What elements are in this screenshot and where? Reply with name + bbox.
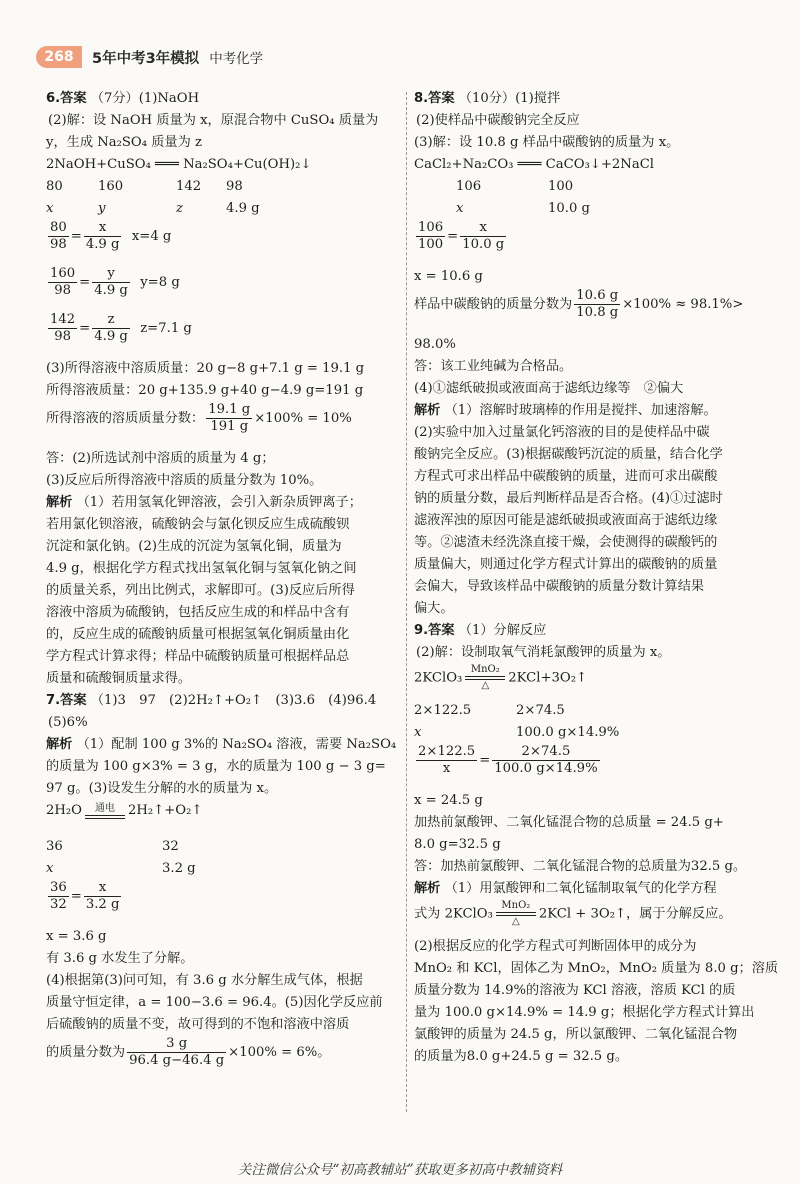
text-line: 质量偏大，则通过化学方程式计算出的碳酸钠的质量 (414, 557, 718, 572)
text-line: (2)使样品中碳酸钠完全反应 (416, 113, 580, 128)
text-line: 滤液浑浊的原因可能是滤纸破损或液面高于滤纸边缘 (414, 513, 718, 528)
text-line: (2)解：设制取氧气消耗氯酸钾的质量为 x。 (416, 645, 671, 660)
text-line: (5)6% (48, 715, 88, 730)
analysis: 解析 （1）用氯酸钾和二氧化锰制取氧气的化学方程 (414, 881, 717, 896)
text-line: 98.0% (414, 337, 456, 352)
text-line: 8.0 g=32.5 g (414, 837, 501, 852)
text-line: x = 24.5 g (414, 793, 483, 808)
text-line: (2)根据反应的化学方程式可判断固体甲的成分为 (414, 939, 697, 954)
text-line: 质量守恒定律，a = 100−3.6 = 96.4。(5)因化学反应前 (46, 995, 383, 1010)
var-row: x 10.0 g (456, 201, 590, 216)
q7-answer: 7.答案 （1)3 97 (2)2H₂↑+O₂↑ (3)3.6 (4)96.4 (46, 693, 377, 708)
mass-row: 80 160 142 98 (46, 179, 243, 194)
text-line: y，生成 Na₂SO₄ 质量为 z (46, 135, 202, 150)
text-line: 钠的质量分数，最后判断样品是否合格。(4)①过滤时 (414, 491, 723, 506)
q8-answer: 8.答案 （10分）(1)搅拌 (414, 91, 561, 106)
page-number: 268 (36, 46, 82, 68)
text-line: 的质量为8.0 g+24.5 g = 32.5 g。 (414, 1049, 629, 1064)
text-line: 若用氯化钡溶液，硫酸钠会与氯化钡反应生成硫酸钡 (46, 517, 350, 532)
text-line: 氯酸钾的质量为 24.5 g，所以氯酸钾、二氧化锰混合物 (414, 1027, 738, 1042)
proportion: $\frac{36}{32}$ = $\frac{x}{3.2 g}$ (50, 880, 120, 912)
text-line: 学方程式计算求得；样品中硫酸钠质量可根据样品总 (46, 649, 350, 664)
page-header (36, 46, 764, 70)
text-line: 4.9 g，根据化学方程式找出氢氧化铜与氢氧化钠之间 (46, 561, 357, 576)
text-line: 质量分数为 14.9%的溶液为 KCl 溶液，溶质 KCl 的质 (414, 983, 736, 998)
q6-answer: 6.答案 （7分）(1)NaOH (46, 91, 200, 106)
text-line: 的质量为 100 g×3% = 3 g，水的质量为 100 g − 3 g= (46, 759, 386, 774)
equation: 2NaOH+CuSO₄ ═══ Na₂SO₄+Cu(OH)₂↓ (46, 157, 312, 172)
var-row: x 3.2 g (46, 861, 196, 876)
text-line: (2)实验中加入过量氯化钙溶液的目的是使样品中碳 (414, 425, 710, 440)
text-line: 偏大。 (414, 601, 454, 616)
text-line: 溶液中溶质为硫酸钠，包括反应生成的和样品中含有 (46, 605, 350, 620)
text-line: 会偏大，导致该样品中碳酸钠的质量分数计算结果 (414, 579, 705, 594)
mass-row: 106 100 (456, 179, 574, 194)
text-line: (4)①滤纸破损或液面高于滤纸边缘等 ②偏大 (414, 381, 684, 396)
text-line: (3)所得溶液中溶质质量：20 g−8 g+7.1 g = 19.1 g (46, 361, 365, 376)
fraction-line: 的质量分数为 $\frac{3 g}{96.4 g-46.4 g}$ ×100% = 6%。 (46, 1036, 331, 1068)
proportion: $\frac{142}{98}$ = $\frac{z}{4.9 g}$ z=7.1 g (50, 312, 192, 344)
text-line: 加热前氯酸钾、二氧化锰混合物的总质量 = 24.5 g+ (414, 815, 724, 830)
text-line: 量为 100.0 g×14.9% = 14.9 g；根据化学方程式计算出 (414, 1005, 755, 1020)
text-line: 等。②滤渣未经洗涤直接干燥，会使测得的碳酸钙的 (414, 535, 718, 550)
text-line: 酸钠完全反应。(3)根据碳酸钙沉淀的质量，结合化学 (414, 447, 723, 462)
text-line: (4)根据第(3)问可知，有 3.6 g 水分解生成气体，根据 (46, 973, 363, 988)
text-line: 答：该工业纯碱为合格品。 (414, 359, 573, 374)
proportion: $\frac{160}{98}$ = $\frac{y}{4.9 g}$ y=8 g (50, 266, 180, 298)
var-row: x 100.0 g×14.9% (414, 725, 620, 740)
text-line: (3)反应后所得溶液中溶质的质量分数为 10%。 (46, 473, 323, 488)
mass-row: 2×122.5 2×74.5 (414, 703, 565, 718)
proportion: $\frac{80}{98}$ = $\frac{x}{4.9 g}$ x=4 g (50, 220, 172, 252)
footer-note: 关注微信公众号“初高教辅站”获取更多初高中教辅资料 (237, 1162, 563, 1178)
text-line: (3)解：设 10.8 g 样品中碳酸钠的质量为 x。 (414, 135, 680, 150)
text-line: MnO₂ 和 KCl，固体乙为 MnO₂，MnO₂ 质量为 8.0 g；溶质 (414, 961, 779, 976)
book-title: 5年中考3年模拟 中考化学 (92, 51, 264, 67)
equation: CaCl₂+Na₂CO₃ ═══ CaCO₃↓+2NaCl (414, 157, 655, 172)
equation: 2KClO₃ MnO₂ △ 2KCl+3O₂↑ (414, 664, 588, 691)
text-line: 方程式可求出样品中碳酸钠的质量，进而可求出碳酸 (414, 469, 718, 484)
equation-inline: 式为 2KClO₃ MnO₂ △ 2KCl + 3O₂↑，属于分解反应。 (414, 900, 732, 927)
text-line: 97 g。(3)设发生分解的水的质量为 x。 (46, 781, 278, 796)
text-line: x = 3.6 g (46, 929, 107, 944)
left-column (46, 88, 406, 1082)
text-line: 沉淀和氯化钠。(2)生成的沉淀为氢氧化铜，质量为 (46, 539, 342, 554)
book-subtitle: 中考化学 (209, 51, 264, 67)
text-line: 后硫酸钠的质量不变，故可得到的不饱和溶液中溶质 (46, 1017, 350, 1032)
text-line: (2)解：设 NaOH 质量为 x，原混合物中 CuSO₄ 质量为 (48, 113, 379, 128)
text-line: 答：加热前氯酸钾、二氧化锰混合物的总质量为32.5 g。 (414, 859, 747, 874)
analysis: 解析 （1）配制 100 g 3%的 Na₂SO₄ 溶液，需要 Na₂SO₄ (46, 737, 397, 752)
text-line: 答：(2)所选试剂中溶质的质量为 4 g； (46, 451, 275, 466)
mass-row: 36 32 (46, 839, 179, 854)
q9-answer: 9.答案 （1）分解反应 (414, 623, 547, 638)
proportion: $\frac{2\times 122.5}{x}$ = $\frac{2\times 74.5}{100.0 g\times 14.9\%}$ (418, 744, 598, 776)
analysis: 解析 （1）溶解时玻璃棒的作用是搅拌、加速溶解。 (414, 403, 717, 418)
text-line: 的，反应生成的硫酸钠质量可根据氢氧化铜质量由化 (46, 627, 350, 642)
text-line: 有 3.6 g 水发生了分解。 (46, 951, 194, 966)
text-line: 所得溶液质量：20 g+135.9 g+40 g−4.9 g=191 g (46, 383, 364, 398)
text-line: 质量和硫酸铜质量求得。 (46, 671, 192, 686)
text-line: 的质量关系，列出比例式，求解即可。(3)反应后所得 (46, 583, 355, 598)
proportion: $\frac{106}{100}$ = $\frac{x}{10.0 g}$ (418, 220, 505, 252)
fraction-line: 所得溶液的溶质质量分数： $\frac{19.1 g}{191 g}$ ×100% = 10% (46, 402, 352, 434)
text-line: x = 10.6 g (414, 269, 483, 284)
var-row: x y z 4.9 g (46, 201, 260, 216)
column-divider (406, 92, 407, 1112)
analysis: 解析 （1）若用氢氧化钾溶液，会引入新杂质钾离子； (46, 495, 362, 510)
equation: 2H₂O 通电 2H₂↑+O₂↑ (46, 802, 203, 818)
right-column (414, 88, 779, 1068)
fraction-line: 样品中碳酸钠的质量分数为 $\frac{10.6 g}{10.8 g}$ ×100% ≈ 98.1%> (414, 288, 744, 320)
